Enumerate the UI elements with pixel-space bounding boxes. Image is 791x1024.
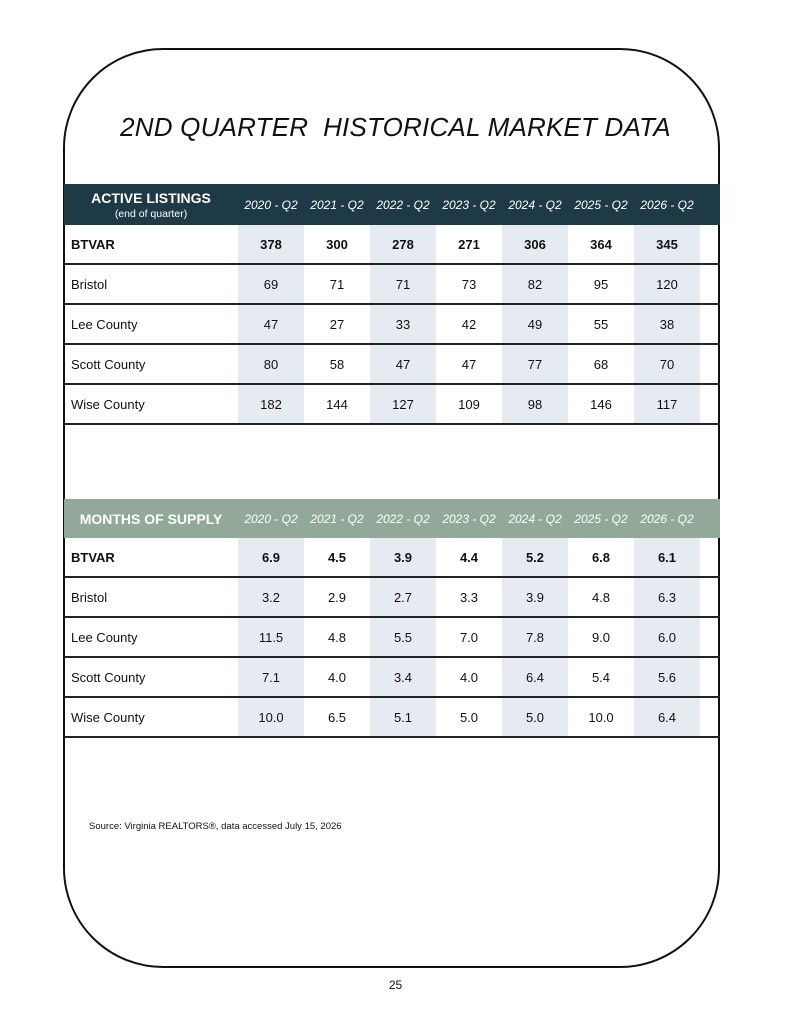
table-row	[64, 304, 720, 344]
table-cell: 68	[568, 344, 634, 384]
table-row	[64, 344, 720, 384]
table-cell: 5.4	[568, 657, 634, 697]
row-label: Lee County	[64, 617, 238, 657]
table-cell: 4.0	[436, 657, 502, 697]
table-cell: 4.4	[436, 538, 502, 577]
table-cell: 49	[502, 304, 568, 344]
page-title: 2ND QUARTER HISTORICAL MARKET DATA	[120, 112, 671, 142]
table-cell: 120	[634, 264, 700, 304]
column-header: 2024 - Q2	[508, 511, 562, 526]
table-cell: 5.0	[436, 697, 502, 737]
table-cell: 11.5	[238, 617, 304, 657]
table-cell: 70	[634, 344, 700, 384]
table-cell: 6.8	[568, 538, 634, 577]
column-header: 2020 - Q2	[244, 511, 298, 526]
table-cell: 7.0	[436, 617, 502, 657]
table-cell: 6.5	[304, 697, 370, 737]
table-cell: 3.2	[238, 577, 304, 617]
table-cell: 4.8	[568, 577, 634, 617]
row-label: BTVAR	[64, 538, 238, 577]
months-of-supply-table	[64, 499, 720, 738]
table-cell: 5.6	[634, 657, 700, 697]
table-cell: 6.0	[634, 617, 700, 657]
table-cell: 10.0	[568, 697, 634, 737]
column-header: 2023 - Q2	[442, 197, 496, 212]
row-label: Scott County	[64, 344, 238, 384]
table-cell: 300	[304, 225, 370, 264]
table-cell: 3.3	[436, 577, 502, 617]
table-row	[64, 697, 720, 737]
row-label: Scott County	[64, 657, 238, 697]
active-listings-table	[64, 184, 720, 425]
table-cell: 3.4	[370, 657, 436, 697]
table-cell: 47	[436, 344, 502, 384]
table-row	[64, 225, 720, 264]
table-cell: 47	[238, 304, 304, 344]
table-cell: 6.3	[634, 577, 700, 617]
column-header: 2026 - Q2	[640, 197, 694, 212]
row-label: Bristol	[64, 264, 238, 304]
page-number: 25	[388, 978, 403, 992]
row-label: BTVAR	[64, 225, 238, 264]
column-header: 2024 - Q2	[508, 197, 562, 212]
table-cell: 3.9	[370, 538, 436, 577]
header-title: MONTHS OF SUPPLY	[79, 510, 223, 527]
row-label: Lee County	[64, 304, 238, 344]
table-header-label	[64, 184, 238, 225]
source-note: Source: Virginia REALTORS®, data accessed July 15, 2026	[89, 821, 342, 832]
table-cell: 7.8	[502, 617, 568, 657]
table-cell: 4.5	[304, 538, 370, 577]
table-row	[64, 538, 720, 577]
column-header: 2023 - Q2	[442, 511, 496, 526]
table-cell: 71	[304, 264, 370, 304]
table-cell: 6.4	[502, 657, 568, 697]
row-label: Wise County	[64, 697, 238, 737]
column-header: 2025 - Q2	[574, 197, 628, 212]
table-row	[64, 617, 720, 657]
table-cell: 278	[370, 225, 436, 264]
table-row	[64, 264, 720, 304]
table-cell: 5.2	[502, 538, 568, 577]
table-cell: 9.0	[568, 617, 634, 657]
table-row	[64, 657, 720, 697]
table-cell: 2.7	[370, 577, 436, 617]
table-cell: 58	[304, 344, 370, 384]
column-header: 2020 - Q2	[244, 197, 298, 212]
table-cell: 3.9	[502, 577, 568, 617]
table-cell: 127	[370, 384, 436, 424]
table-cell: 5.1	[370, 697, 436, 737]
column-header: 2025 - Q2	[574, 511, 628, 526]
table-cell: 7.1	[238, 657, 304, 697]
table-cell: 6.4	[634, 697, 700, 737]
table-cell: 98	[502, 384, 568, 424]
table-header-row	[64, 184, 720, 225]
table-cell: 146	[568, 384, 634, 424]
table-cell: 378	[238, 225, 304, 264]
table-cell: 69	[238, 264, 304, 304]
table-cell: 4.8	[304, 617, 370, 657]
column-header: 2021 - Q2	[310, 511, 364, 526]
table-cell: 42	[436, 304, 502, 344]
table-cell: 77	[502, 344, 568, 384]
table-cell: 10.0	[238, 697, 304, 737]
table-cell: 306	[502, 225, 568, 264]
table-cell: 144	[304, 384, 370, 424]
column-header: 2026 - Q2	[640, 511, 694, 526]
table-cell: 95	[568, 264, 634, 304]
table-cell: 55	[568, 304, 634, 344]
table-cell: 33	[370, 304, 436, 344]
table-cell: 6.1	[634, 538, 700, 577]
table-cell: 47	[370, 344, 436, 384]
table-cell: 271	[436, 225, 502, 264]
table-cell: 80	[238, 344, 304, 384]
header-title: ACTIVE LISTINGS	[91, 189, 211, 206]
header-subtitle: (end of quarter)	[114, 207, 188, 220]
table-cell: 4.0	[304, 657, 370, 697]
row-label: Bristol	[64, 577, 238, 617]
table-row	[64, 384, 720, 424]
table-header-row	[64, 499, 720, 538]
table-cell: 27	[304, 304, 370, 344]
column-header: 2022 - Q2	[376, 511, 430, 526]
table-cell: 117	[634, 384, 700, 424]
table-cell: 109	[436, 384, 502, 424]
table-cell: 73	[436, 264, 502, 304]
table-cell: 5.5	[370, 617, 436, 657]
table-cell: 364	[568, 225, 634, 264]
table-cell: 38	[634, 304, 700, 344]
table-cell: 82	[502, 264, 568, 304]
column-header: 2021 - Q2	[310, 197, 364, 212]
table-cell: 345	[634, 225, 700, 264]
table-cell: 2.9	[304, 577, 370, 617]
row-label: Wise County	[64, 384, 238, 424]
table-cell: 5.0	[502, 697, 568, 737]
table-cell: 71	[370, 264, 436, 304]
table-cell: 6.9	[238, 538, 304, 577]
table-cell: 182	[238, 384, 304, 424]
table-row	[64, 577, 720, 617]
column-header: 2022 - Q2	[376, 197, 430, 212]
